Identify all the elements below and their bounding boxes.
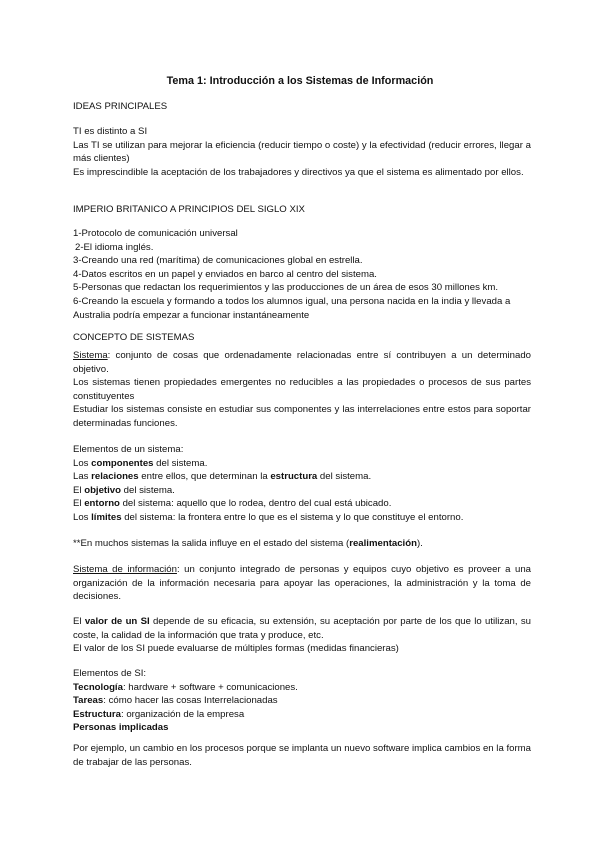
paragraph: El valor de un SI depende de su eficacia, su extensión, su aceptación por parte de los que lo utilizan, su coste, la calidad de la información que trata y produce, etc.	[73, 616, 531, 641]
list-item: Tareas: cómo hacer las cosas Interrelacionadas	[73, 695, 278, 707]
si-definition	[73, 563, 531, 604]
paragraph: Elementos de SI:	[73, 668, 147, 679]
concepto-body	[73, 349, 531, 431]
section-heading: IMPERIO BRITANICO A PRINCIPIOS DEL SIGLO XIX	[73, 204, 305, 215]
paragraph: Los sistemas tienen propiedades emergentes no reducibles a las propiedades o procesos de sus partes constituyentes	[73, 377, 531, 402]
list-item: 2-El idioma inglés.	[75, 241, 154, 253]
list-item: 6-Creando la escuela y formando a todos los alumnos igual, una persona nacida en la india y llevada a Australia podría empezar a funcionar instantáneamente	[73, 295, 511, 321]
list-item: El entorno del sistema: aquello que lo rodea, dentro del cual está ubicado.	[73, 498, 392, 510]
paragraph: Estudiar los sistemas consiste en estudiar sus componentes y las interrelaciones entre estos para soportar determinadas funciones.	[73, 404, 531, 429]
list-item: 3-Creando una red (marítima) de comunicaciones global en estrella.	[73, 255, 363, 267]
list-item: Los componentes del sistema.	[73, 457, 208, 469]
paragraph: **En muchos sistemas la salida influye en el estado del sistema (realimentación).	[73, 538, 423, 549]
paragraph: Es imprescindible la aceptación de los trabajadores y directivos ya que el sistema es alimentado por ellos.	[73, 166, 524, 178]
list-item: Las relaciones entre ellos, que determinan la estructura del sistema.	[73, 471, 372, 483]
elementos-list	[73, 443, 531, 525]
list-item: Estructura: organización de la empresa	[73, 708, 245, 720]
list-item: 5-Personas que redactan los requerimientos y las producciones de un área de esos 30 millones km.	[73, 282, 499, 294]
term-si: Sistema de información	[73, 564, 177, 575]
paragraph: Sistema de información: un conjunto integrado de personas y equipos cuyo objetivo es proveer a una organización de la información necesaria para apoyar las operaciones, la administración y la toma de decisiones.	[73, 564, 531, 603]
page-title: Tema 1: Introducción a los Sistemas de Información	[166, 75, 434, 87]
imperio-heading	[73, 203, 531, 217]
concepto-heading	[73, 331, 531, 345]
imperio-list	[73, 227, 531, 322]
ideas-body	[73, 125, 531, 179]
list-item: 1-Protocolo de comunicación universal	[73, 228, 238, 239]
list-item: Los límites del sistema: la frontera entre lo que es el sistema y lo que constituye el entorno.	[73, 511, 464, 523]
paragraph: Sistema: conjunto de cosas que ordenadamente relacionadas entre sí contribuyen a un determinado objetivo.	[73, 350, 531, 375]
list-item: 4-Datos escritos en un papel y enviados en barco al centro del sistema.	[73, 268, 377, 280]
section-heading: CONCEPTO DE SISTEMAS	[73, 332, 195, 343]
list-item: Personas implicadas	[73, 722, 169, 734]
paragraph: El valor de los SI puede evaluarse de múltiples formas (medidas financieras)	[73, 643, 399, 655]
paragraph: Por ejemplo, un cambio en los procesos porque se implanta un nuevo software implica cambios en la forma de trabajar de las personas.	[73, 743, 531, 768]
ejemplo	[73, 742, 531, 769]
list-item: Tecnología: hardware + software + comunicaciones.	[73, 681, 298, 693]
elementos-si-list	[73, 667, 531, 735]
section-heading: IDEAS PRINCIPALES	[73, 101, 168, 112]
paragraph: Las TI se utilizan para mejorar la eficiencia (reducir tiempo o coste) y la efectividad (reducir errores, llegar a más clientes)	[73, 139, 531, 165]
paragraph: TI es distinto a SI	[73, 126, 148, 137]
ideas-heading	[73, 100, 531, 114]
term-sistema: Sistema	[73, 350, 108, 361]
nota	[73, 537, 531, 551]
valor-si	[73, 615, 531, 656]
list-item: El objetivo del sistema.	[73, 484, 175, 496]
paragraph: Elementos de un sistema:	[73, 444, 184, 455]
